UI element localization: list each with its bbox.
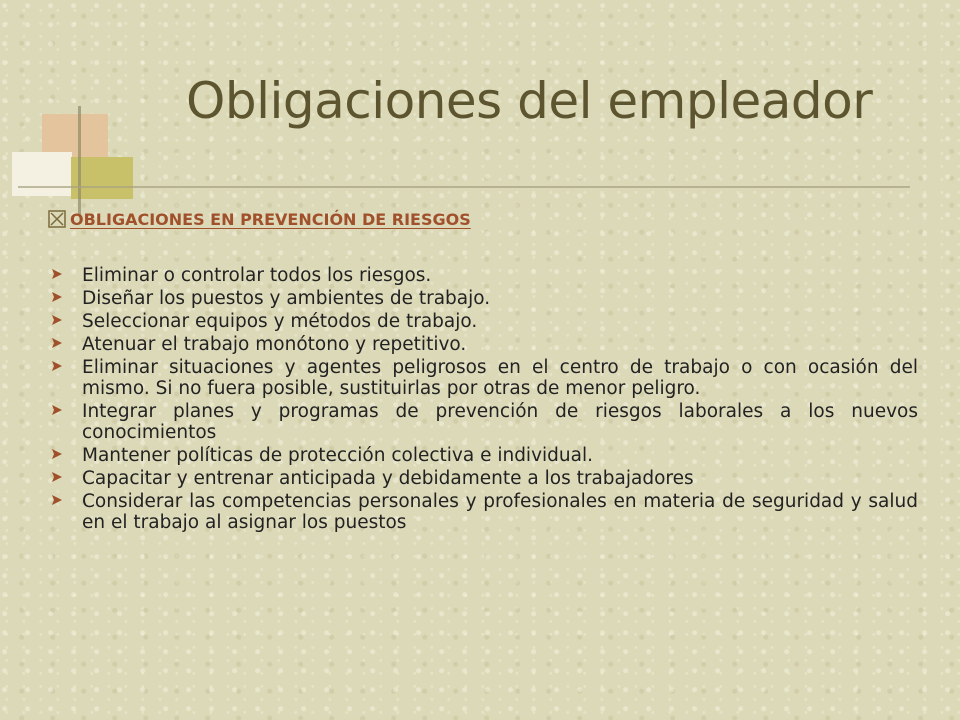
bullet-item (46, 311, 918, 332)
decorative-vertical-line (78, 106, 81, 216)
diamond-bullet-icon (50, 291, 64, 305)
subheading-row (46, 208, 471, 230)
bullet-text: Eliminar o controlar todos los riesgos. (82, 265, 432, 286)
slide-title: Obligaciones del empleador (186, 72, 873, 130)
subheading-link[interactable]: OBLIGACIONES EN PREVENCIÓN DE RIESGOS (70, 209, 471, 229)
diamond-bullet-icon (50, 360, 64, 374)
bullet-item (46, 265, 918, 286)
title-divider-line (18, 186, 910, 188)
obligations-list (46, 265, 918, 535)
decorative-white-square (12, 152, 72, 196)
bullet-text: Mantener políticas de protección colectiva e individual. (82, 445, 593, 466)
bullet-text: Seleccionar equipos y métodos de trabajo. (82, 311, 478, 332)
bullet-item (46, 288, 918, 309)
bullet-text: Diseñar los puestos y ambientes de trabajo. (82, 288, 491, 309)
bullet-item (46, 334, 918, 355)
bullet-item (46, 401, 918, 443)
bullet-text: Eliminar situaciones y agentes peligrosos en el centro de trabajo o con ocasión del mismo. Si no fuera posible, sustituirlas por otras de menor peligro. (82, 357, 918, 399)
diamond-bullet-icon (50, 337, 64, 351)
bullet-text: Capacitar y entrenar anticipada y debidamente a los trabajadores (82, 468, 694, 489)
bullet-text: Integrar planes y programas de prevención de riesgos laborales a los nuevos conocimientos (82, 401, 918, 443)
diamond-bullet-icon (50, 448, 64, 462)
bullet-item (46, 357, 918, 399)
bullet-text: Atenuar el trabajo monótono y repetitivo. (82, 334, 467, 355)
diamond-bullet-icon (50, 314, 64, 328)
bullet-item (46, 468, 918, 489)
diamond-bullet-icon (50, 494, 64, 508)
diamond-bullet-icon (50, 471, 64, 485)
bullet-item (46, 445, 918, 466)
diamond-bullet-icon (50, 404, 64, 418)
bullet-text: Considerar las competencias personales y profesionales en materia de seguridad y salud en el trabajo al asignar los puestos (82, 491, 918, 533)
bullet-item (46, 491, 918, 533)
x-box-icon (46, 208, 68, 230)
diamond-bullet-icon (50, 268, 64, 282)
